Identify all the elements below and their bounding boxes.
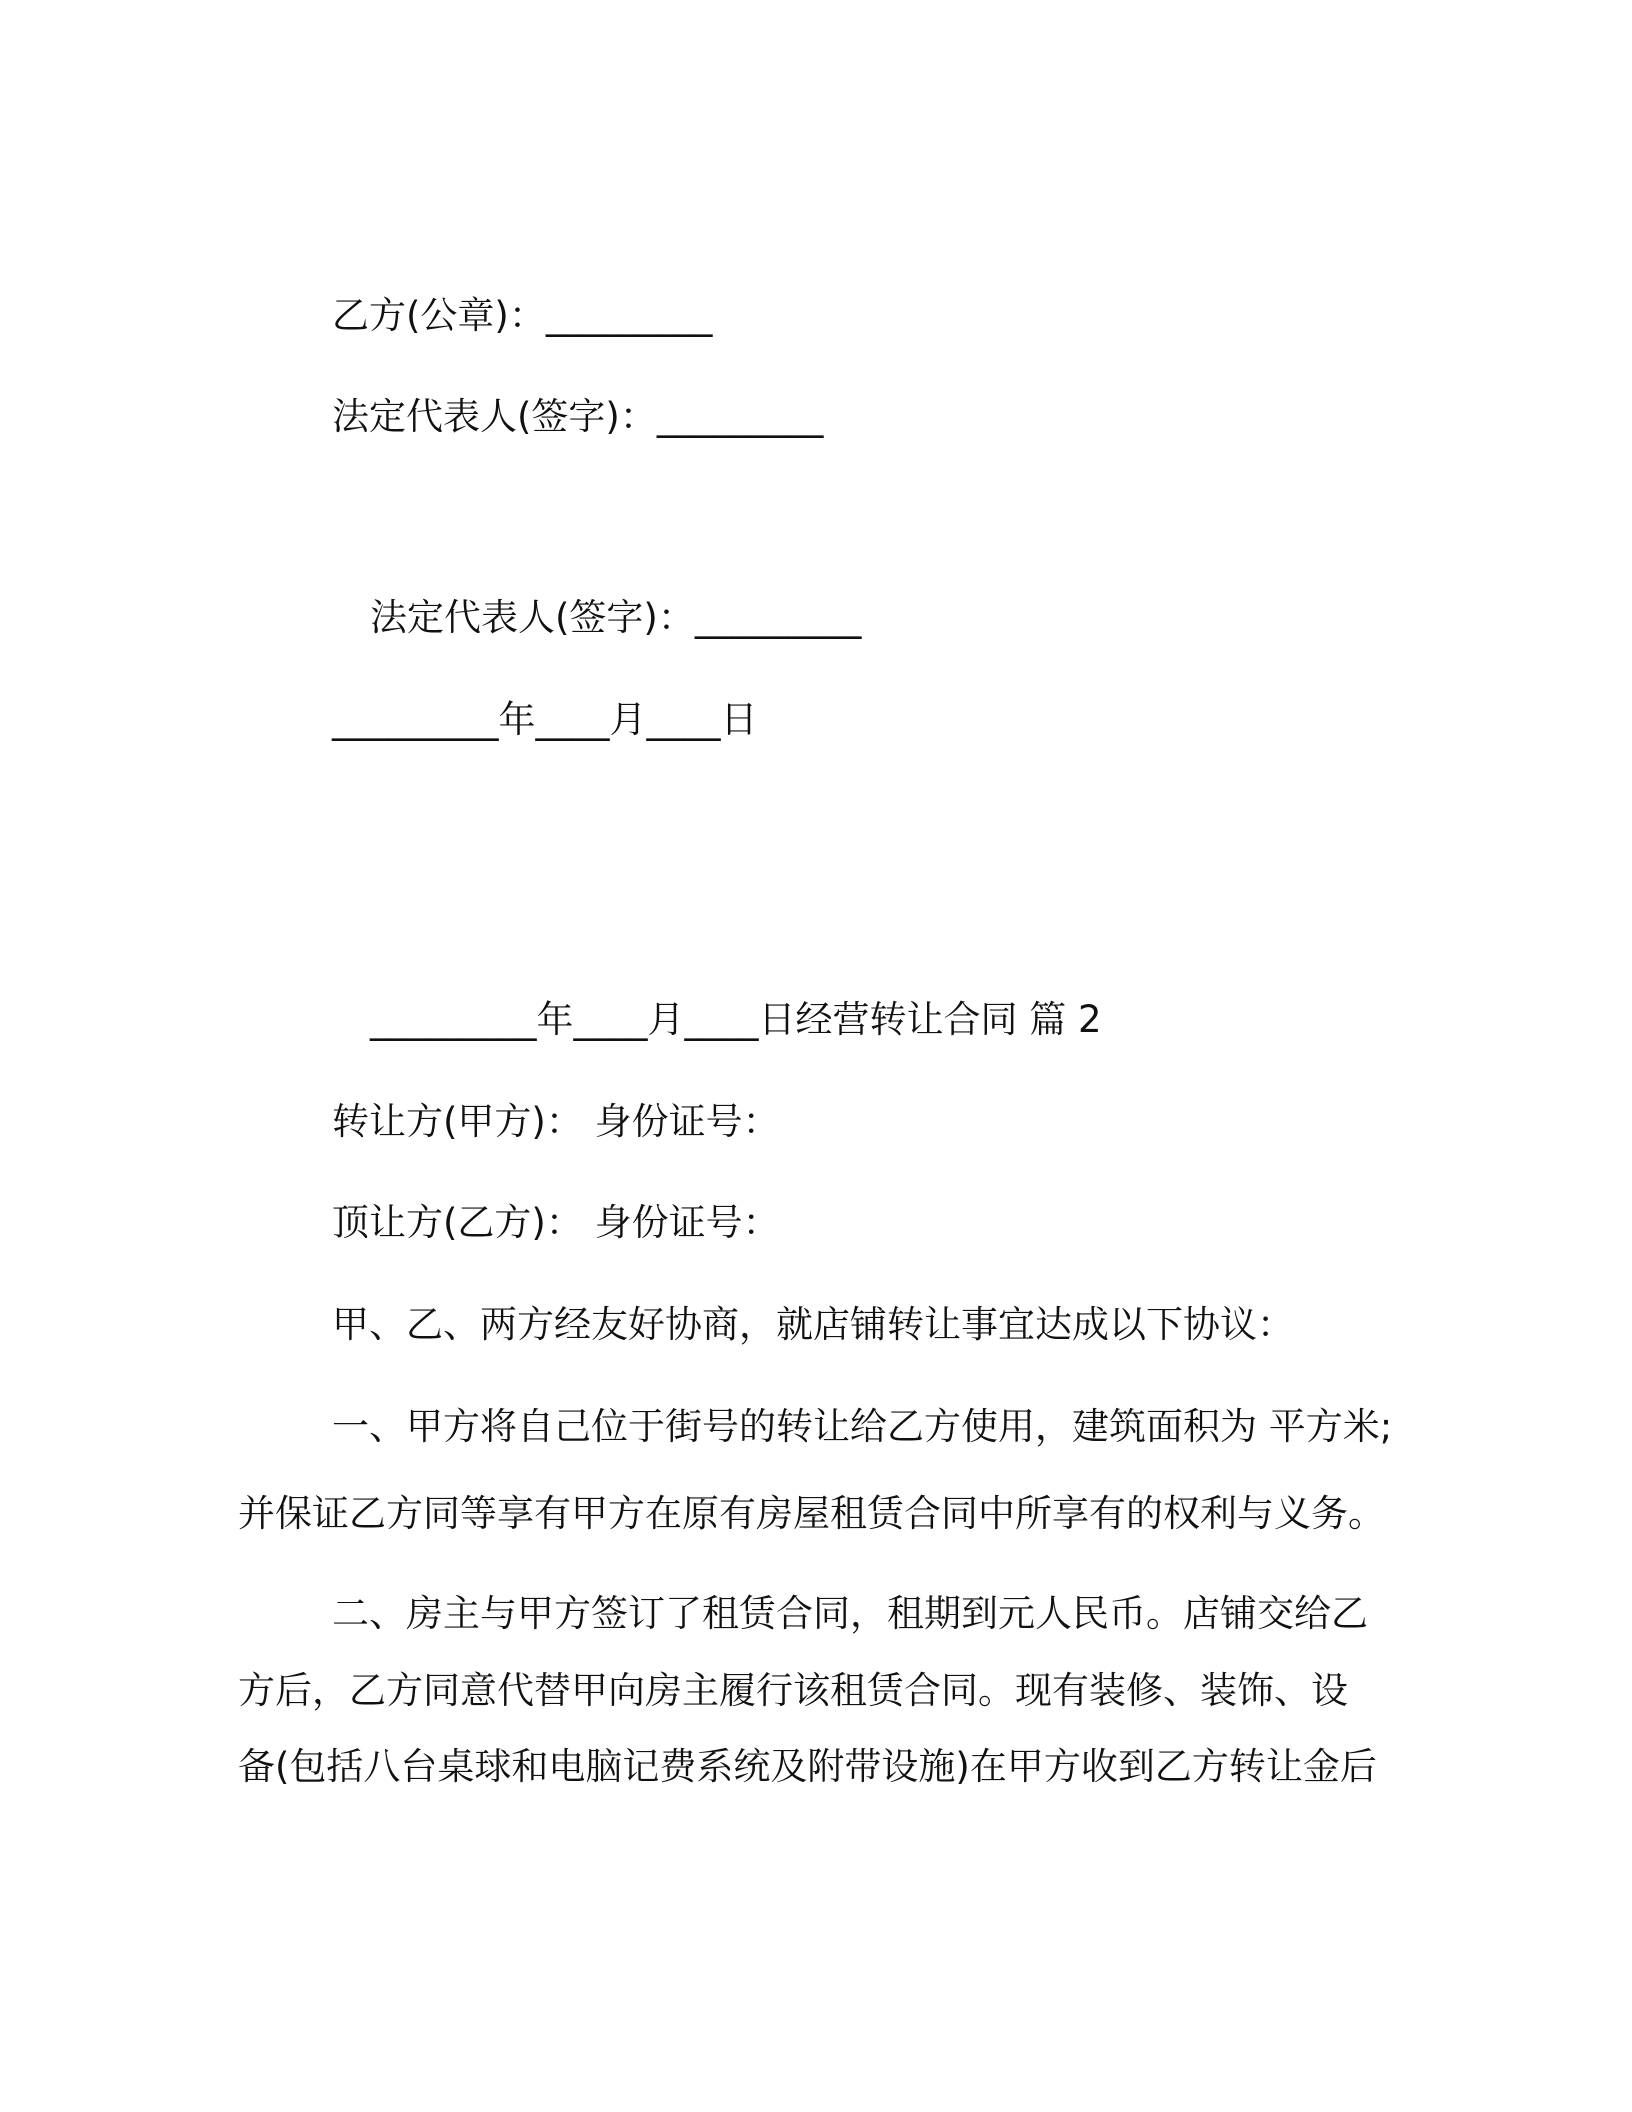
legal-representative-signature-line: 法定代表人(签字)：_________ <box>332 395 824 438</box>
contract-title: _________年____月____日经营转让合同 篇 2 <box>370 998 1102 1041</box>
transferee-line: 顶让方(乙方)： 身份证号： <box>332 1201 780 1244</box>
clause-2-line-1: 二、房主与甲方签订了租赁合同，租期到元人民币。店铺交给乙 <box>332 1592 1368 1635</box>
party-b-seal-line: 乙方(公章)：_________ <box>332 294 713 337</box>
clause-2-line-3: 备(包括八台桌球和电脑记费系统及附带设施)在甲方收到乙方转让金后 <box>238 1745 1377 1788</box>
transferor-line: 转让方(甲方)： 身份证号： <box>332 1100 780 1143</box>
clause-2-line-2: 方后，乙方同意代替甲向房主履行该租赁合同。现有装修、装饰、设 <box>238 1669 1348 1712</box>
signature-date-line: _________年____月____日 <box>332 698 758 741</box>
clause-1-line-2: 并保证乙方同等享有甲方在原有房屋租赁合同中所享有的权利与义务。 <box>238 1492 1385 1535</box>
clause-1-line-1: 一、甲方将自己位于街号的转让给乙方使用，建筑面积为 平方米; <box>332 1405 1393 1448</box>
legal-representative-signature-line-2: 法定代表人(签字)：_________ <box>370 596 862 639</box>
intro-paragraph: 甲、乙、两方经友好协商，就店铺转让事宜达成以下协议： <box>332 1303 1294 1346</box>
